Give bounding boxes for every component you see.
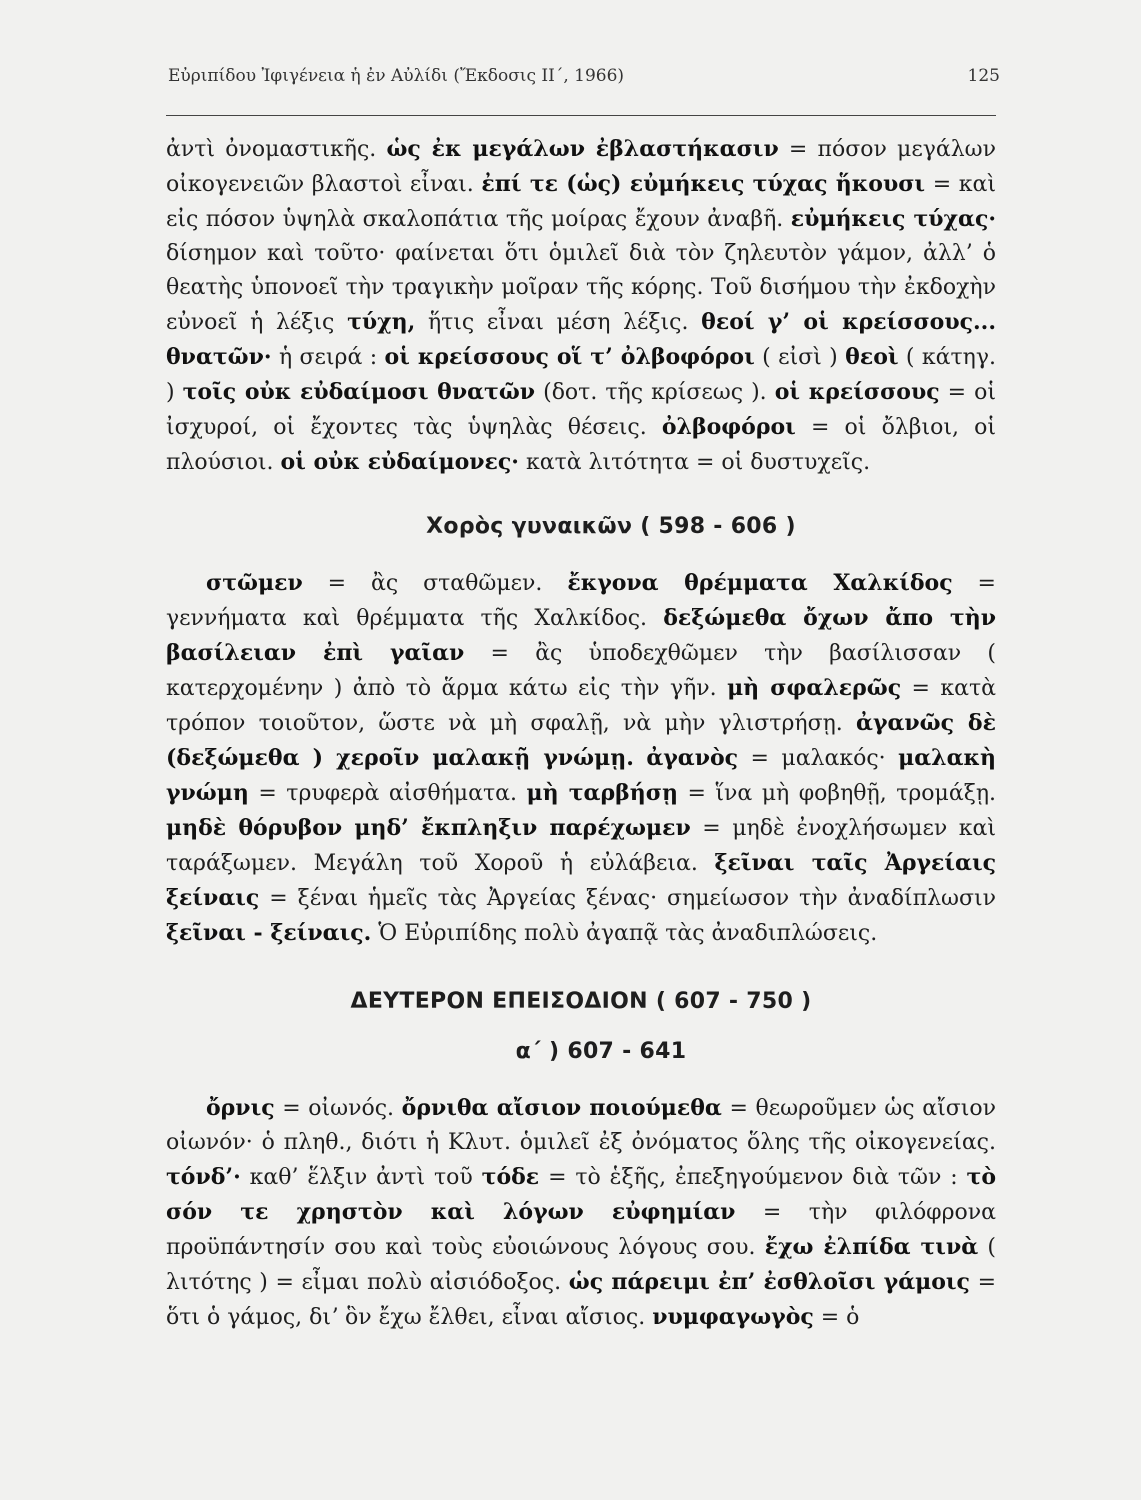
gloss-text: = καὶ εἰς πόσον ὑψηλὰ σκαλοπάτια τῆς μοίρας ἔχουν ἀναβῆ. [166,172,996,232]
commentary-body [166,132,996,1335]
lemma-text: ἔχω ἐλπίδα τινὰ [764,1234,979,1260]
lemma-text: μὴ σφαλερῶς [727,675,902,701]
lemma-text: ξεῖναι - ξείναις. [166,920,372,946]
lemma-text: τύχη, [347,309,416,335]
gloss-text: = πόσον μεγάλων οἰκογενειῶν βλαστοὶ εἶναι. [166,137,996,197]
gloss-text: Ὁ Εὐριπίδης πολὺ ἀγαπᾷ τὰς ἀναδιπλώσεις. [371,921,878,946]
lemma-text: τόδε [481,1164,540,1190]
lemma-text: ξεῖναι ταῖς Ἀργείαις ξείναις [166,850,996,911]
lemma-text: μαλακὴ γνώμη [166,745,996,806]
lemma-text: ὀλβοφόροι [661,414,796,440]
lemma-text: τὸ σόν τε χρηστὸν καὶ λόγων εὐφημίαν [166,1164,996,1225]
lemma-text: ἐπί τε (ὡς) εὐμήκεις τύχας ἥκουσι [481,171,926,197]
section-heading: α΄ ) 607 - 641 [515,1039,687,1064]
lemma-text: ἀγανὸς [646,745,739,771]
gloss-text: καθ’ ἕλξιν ἀντὶ τοῦ [240,1165,482,1190]
lemma-text: νυμφαγωγὸς [652,1304,814,1330]
gloss-text: = τρυφερὰ αἰσθήματα. [248,781,527,806]
gloss-text: = οἰωνός. [274,1096,402,1121]
lemma-text: στῶμεν [206,570,303,596]
lemma-text: οἱ οὐκ εὐδαίμονες· [280,449,519,475]
gloss-text: ἡ σειρά : [271,345,385,370]
lemma-text: εὐμήκεις τύχας· [790,206,996,232]
gloss-text: ἀντὶ ὀνομαστικῆς. [166,137,387,162]
gloss-text: = ἵνα μὴ φοβηθῇ, τρομάξῃ. [677,781,996,806]
lemma-text: μηδὲ θόρυβον μηδ’ ἔκπληξιν παρέχωμεν [166,815,691,841]
lemma-text: ἔκγονα θρέμματα Χαλκίδος [567,570,953,596]
gloss-text: κατὰ λιτότητα = οἱ δυστυχεῖς. [518,450,871,475]
gloss-text: = ὁ [813,1305,860,1330]
gloss-text: = θεωροῦμεν ὡς αἴσιον οἰωνόν· ὁ πληθ., διότι ἡ Κλυτ. ὁμιλεῖ ἐξ ὀνόματος ὅλης τῆς οἰκογενείας. [166,1096,996,1155]
lemma-text: ὡς ἐκ μεγάλων ἐβλαστήκασιν [386,136,779,162]
lemma-text: δεξώμεθα ὄχων ἄπο τὴν βασίλειαν ἐπὶ γαῖαν [166,605,996,666]
gloss-text: = οἱ ἰσχυροί, οἱ ἔχοντες τὰς ὑψηλὰς θέσεις. [166,380,997,440]
gloss-text: = τὸ ἑξῆς, ἐπεξηγούμενον διὰ τῶν : [539,1165,967,1190]
lemma-text: ἀγανῶς δὲ (δεξώμεθα ) χεροῖν μαλακῇ γνώμῃ. [166,710,996,771]
chorus-heading: Χορὸς γυναικῶν ( 598 - 606 ) [426,514,796,539]
gloss-text: = οἱ ὄλβιοι, οἱ πλούσιοι. [166,415,996,475]
gloss-text: ( λιτότης ) = εἶμαι πολὺ αἰσιόδοξος. [166,1235,997,1295]
page-number: 125 [967,66,1000,86]
lemma-text: ὡς πάρειμι ἐπ’ ἐσθλοῖσι γάμοις [568,1269,970,1295]
gloss-text: ( εἰσὶ ) [754,345,846,370]
lemma-text: μὴ ταρβήσῃ [526,780,678,806]
gloss-text [634,746,646,771]
running-head [168,66,1000,86]
lemma-text: ὄρνιθα αἴσιον ποιούμεθα [401,1095,722,1121]
lemma-text: τοῖς οὐκ εὐδαίμοσι θνατῶν [182,379,536,405]
gloss-text: = μαλακός· [738,746,899,771]
running-title: Εὐριπίδου Ἰφιγένεια ἡ ἐν Αὐλίδι (Ἔκδοσις ΙΙ΄, 1966) [168,66,625,86]
header-rule [166,115,996,116]
lemma-text: οἱ κρείσσους οἵ τ’ ὀλβοφόροι [384,344,755,370]
gloss-text: ἥτις εἶναι μέση λέξις. [415,310,702,335]
paragraph-1 [166,132,996,480]
gloss-text: = γεννήματα καὶ θρέμματα τῆς Χαλκίδος. [166,571,996,631]
gloss-text: = μηδὲ ἐνοχλήσωμεν καὶ ταράξωμεν. Μεγάλη τοῦ Χοροῦ ἡ εὐλάβεια. [166,816,997,876]
lemma-text: οἱ κρείσσους [774,379,940,405]
gloss-text: = ἂς ὑποδεχθῶμεν τὴν βασίλισσαν ( κατερχομένην ) ἀπὸ τὸ ἅρμα κάτω εἰς τὴν γῆν. [166,641,996,701]
gloss-text: = ὅτι ὁ γάμος, διʼ ὃν ἔχω ἔλθει, εἶναι αἴσιος. [166,1270,997,1330]
gloss-text: = ξέναι ἡμεῖς τὰς Ἀργείας ξένας· σημείωσον τὴν ἀναδίπλωσιν [259,886,996,911]
paragraph-3 [166,1091,996,1335]
gloss-text: (δοτ. τῆς κρίσεως ). [535,380,775,405]
paragraph-2 [166,566,996,951]
gloss-text: = κατὰ τρόπον τοιοῦτον, ὥστε νὰ μὴ σφαλῇ, νὰ μὴν γλιστρήσῃ. [166,676,996,736]
gloss-text: = ἂς σταθῶμεν. [302,571,568,596]
gloss-text: ( κάτηγ. ) [166,345,996,405]
gloss-text: δίσημον καὶ τοῦτο· φαίνεται ὅτι ὁμιλεῖ διὰ τὸν ζηλευτὸν γάμον, ἀλλ’ ὁ θεατὴς ὑπονοεῖ τὴν τραγικὴν μοῖραν τῆς κόρης. Τοῦ δισήμου τὴν ἐκδοχὴν εὐνοεῖ ἡ λέξις [166,241,996,335]
gloss-text: = τὴν φιλόφρονα προϋπάντησίν σου καὶ τοὺς εὐοιώνους λόγους σου. [166,1200,996,1260]
lemma-text: θεοὶ [845,344,899,370]
lemma-text: ὄρνις [206,1095,275,1121]
lemma-text: τόνδ’· [166,1164,241,1190]
lemma-text: θεοί γ’ οἱ κρείσσους... θνατῶν· [166,309,996,370]
episode-heading: ΔΕΥΤΕΡΟΝ ΕΠΕΙΣΟΔΙΟΝ ( 607 - 750 ) [350,989,812,1014]
